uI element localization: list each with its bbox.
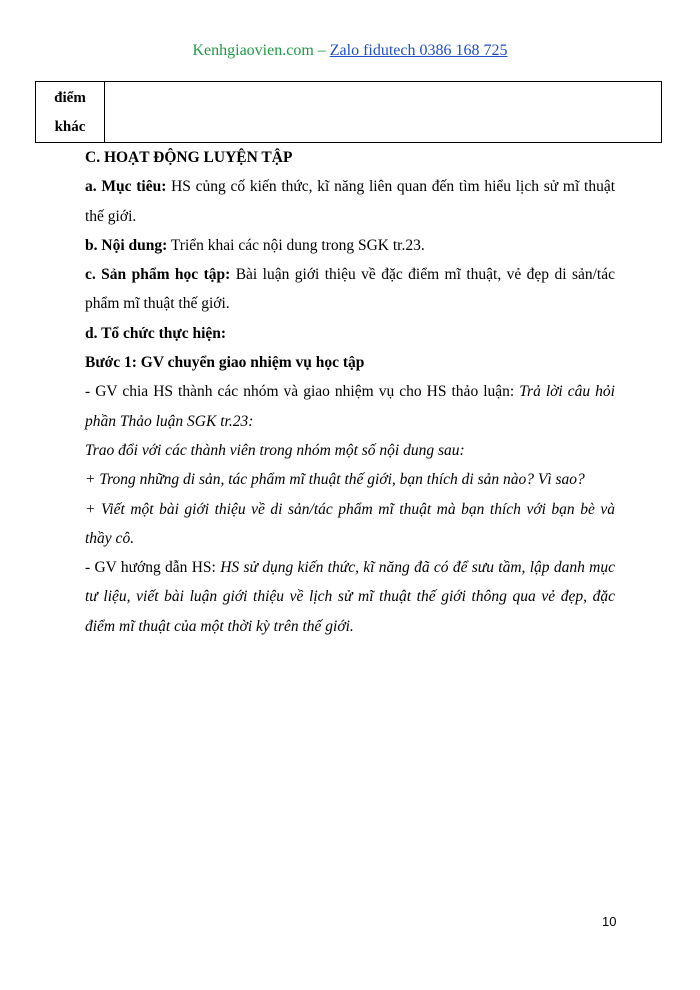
header-separator: – [313,42,330,59]
page-number: 10 [602,914,617,929]
content-label: b. Nội dung: [85,236,168,254]
content-paragraph [85,231,615,260]
product-label: c. Sản phẩm học tập: [85,266,231,284]
goal-paragraph [85,172,615,231]
table-row [36,82,662,143]
discussion-question-1: + Trong những di sản, tác phẩm mĩ thuật thế giới, bạn thích di sản nào? Vì sao? [85,471,585,489]
product-text: Bài luận giới thiệu về đặc điểm mĩ thuật, vẻ đẹp di sản/tác phẩm mĩ thuật thế giới. [85,266,615,313]
discussion-intro: Trao đổi với các thành viên trong nhóm một số nội dung sau: [85,441,465,459]
discussion-question-2: + Viết một bài giới thiệu về di sản/tác phẩm mĩ thuật mà bạn thích với bạn bè và thầy cô. [85,500,615,547]
row-label-cell [36,82,105,143]
step-1-heading: Bước 1: GV chuyển giao nhiệm vụ học tập [85,354,365,372]
document-body [85,143,615,641]
task-intro: - GV chia HS thành các nhóm và giao nhiệm vụ cho HS thảo luận: [85,383,520,401]
row-label-line-2: khác [54,119,86,135]
content-text: Triển khai các nội dung trong SGK tr.23. [167,236,425,254]
goal-text: HS củng cố kiến thức, kĩ năng liên quan đến tìm hiểu lịch sử mĩ thuật thế giới. [85,178,616,225]
product-paragraph [85,260,615,319]
row-label-line-1: điểm [54,90,86,106]
guide-intro: - GV hướng dẫn HS: [85,559,221,577]
guide-italic: HS sử dụng kiến thức, kĩ năng đã có để sưu tầm, lập danh mục tư liệu, viết bài luận giới thiệu về lịch sử mĩ thuật thế giới thông qua vẻ đẹp, đặc điểm mĩ thuật của một thời kỳ trên thế giới. [85,559,615,635]
site-name[interactable]: Kenhgiaovien.com [192,42,314,59]
task-paragraph [85,377,615,436]
guide-paragraph [85,553,615,641]
zalo-contact-link[interactable]: Zalo fidutech 0386 168 725 [329,42,508,59]
organization-heading: d. Tổ chức thực hiện: [85,324,227,342]
row-value-cell [105,82,662,143]
section-title: C. HOẠT ĐỘNG LUYỆN TẬP [85,149,293,166]
page-header [0,42,700,60]
goal-label: a. Mục tiêu: [85,178,167,196]
comparison-table-fragment [35,81,662,143]
task-italic: Trả lời câu hỏi phần Thảo luận SGK tr.23: [85,383,615,430]
